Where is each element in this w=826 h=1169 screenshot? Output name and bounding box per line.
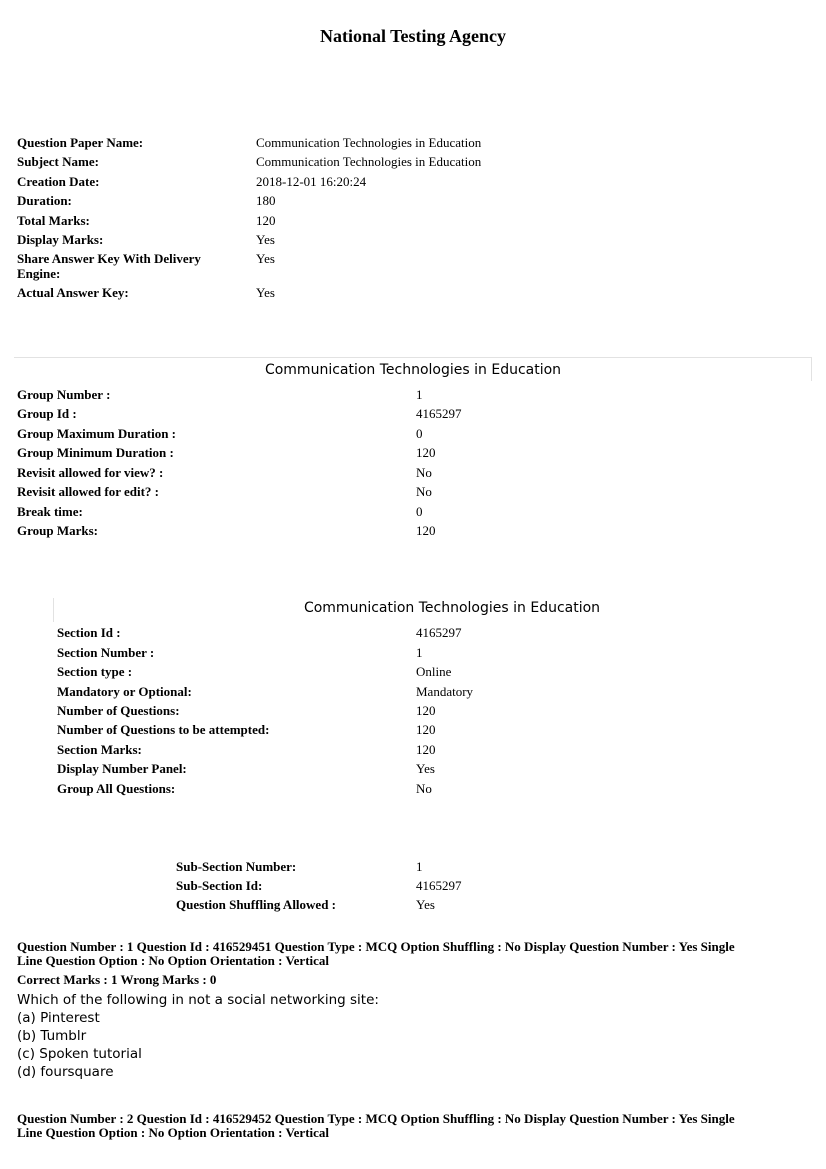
paper-label: Duration: [17, 193, 72, 208]
section-label: Section Number : [57, 645, 155, 660]
paper-value: Yes [256, 285, 275, 300]
paper-value: 120 [256, 213, 276, 228]
section-label: Section type : [57, 664, 133, 679]
page-title: National Testing Agency [319, 26, 507, 46]
group-value: 1 [416, 387, 423, 402]
question-option: (a) Pinterest [17, 1010, 100, 1026]
question-meta: Question Number : 1 Question Id : 416529451 Question Type : MCQ Option Shuffling : No Display Question Number : Yes Single [17, 939, 735, 954]
divider [14, 357, 812, 358]
question-option: (b) Tumblr [17, 1028, 87, 1044]
question-option: (d) foursquare [17, 1064, 114, 1080]
group-label: Group Number : [17, 387, 111, 402]
section-value: 120 [416, 703, 436, 718]
section-value: 120 [416, 742, 436, 757]
section-heading: Communication Technologies in Education [303, 600, 601, 616]
subsection-value: 4165297 [416, 878, 462, 893]
group-value: 0 [416, 426, 423, 441]
group-value: 0 [416, 504, 423, 519]
group-label: Group Maximum Duration : [17, 426, 177, 441]
paper-label: Creation Date: [17, 174, 100, 189]
subsection-value: 1 [416, 859, 423, 874]
question-meta: Question Number : 2 Question Id : 416529452 Question Type : MCQ Option Shuffling : No Display Question Number : Yes Single [17, 1111, 735, 1126]
question-meta: Line Question Option : No Option Orientation : Vertical [17, 953, 330, 968]
subsection-label: Sub-Section Id: [176, 878, 263, 893]
question-marks: Correct Marks : 1 Wrong Marks : 0 [17, 972, 217, 987]
paper-value: Communication Technologies in Education [256, 154, 482, 169]
paper-label: Total Marks: [17, 213, 90, 228]
group-label: Group Minimum Duration : [17, 445, 174, 460]
section-label: Group All Questions: [57, 781, 176, 796]
group-value: 4165297 [416, 406, 462, 421]
paper-label: Share Answer Key With Delivery Engine: [17, 251, 201, 281]
section-label: Number of Questions: [57, 703, 180, 718]
paper-label: Actual Answer Key: [17, 285, 129, 300]
section-value: Yes [416, 761, 435, 776]
paper-label: Display Marks: [17, 232, 104, 247]
section-value: Online [416, 664, 452, 679]
paper-label: Question Paper Name: [17, 135, 144, 150]
section-label: Section Marks: [57, 742, 142, 757]
section-label: Mandatory or Optional: [57, 684, 192, 699]
section-value: 120 [416, 722, 436, 737]
group-label: Group Marks: [17, 523, 99, 538]
section-label: Number of Questions to be attempted: [57, 722, 270, 737]
group-value: 120 [416, 523, 436, 538]
group-heading: Communication Technologies in Education [264, 362, 562, 378]
paper-value: 180 [256, 193, 276, 208]
group-value: No [416, 484, 432, 499]
section-label: Section Id : [57, 625, 121, 640]
group-value: 120 [416, 445, 436, 460]
paper-label: Subject Name: [17, 154, 99, 169]
group-label: Revisit allowed for view? : [17, 465, 164, 480]
group-label: Group Id : [17, 406, 77, 421]
section-value: 1 [416, 645, 423, 660]
paper-value: Yes [256, 232, 275, 247]
subsection-label: Question Shuffling Allowed : [176, 897, 337, 912]
subsection-value: Yes [416, 897, 435, 912]
group-label: Break time: [17, 504, 83, 519]
section-value: No [416, 781, 432, 796]
subsection-label: Sub-Section Number: [176, 859, 297, 874]
paper-value: 2018-12-01 16:20:24 [256, 174, 367, 189]
group-value: No [416, 465, 432, 480]
paper-value: Communication Technologies in Education [256, 135, 482, 150]
section-label: Display Number Panel: [57, 761, 187, 776]
question-meta: Line Question Option : No Option Orientation : Vertical [17, 1125, 330, 1140]
paper-value: Yes [256, 251, 275, 266]
section-value: 4165297 [416, 625, 462, 640]
group-label: Revisit allowed for edit? : [17, 484, 160, 499]
question-text: Which of the following in not a social networking site: [17, 992, 379, 1008]
section-value: Mandatory [416, 684, 474, 699]
question-option: (c) Spoken tutorial [17, 1046, 142, 1062]
